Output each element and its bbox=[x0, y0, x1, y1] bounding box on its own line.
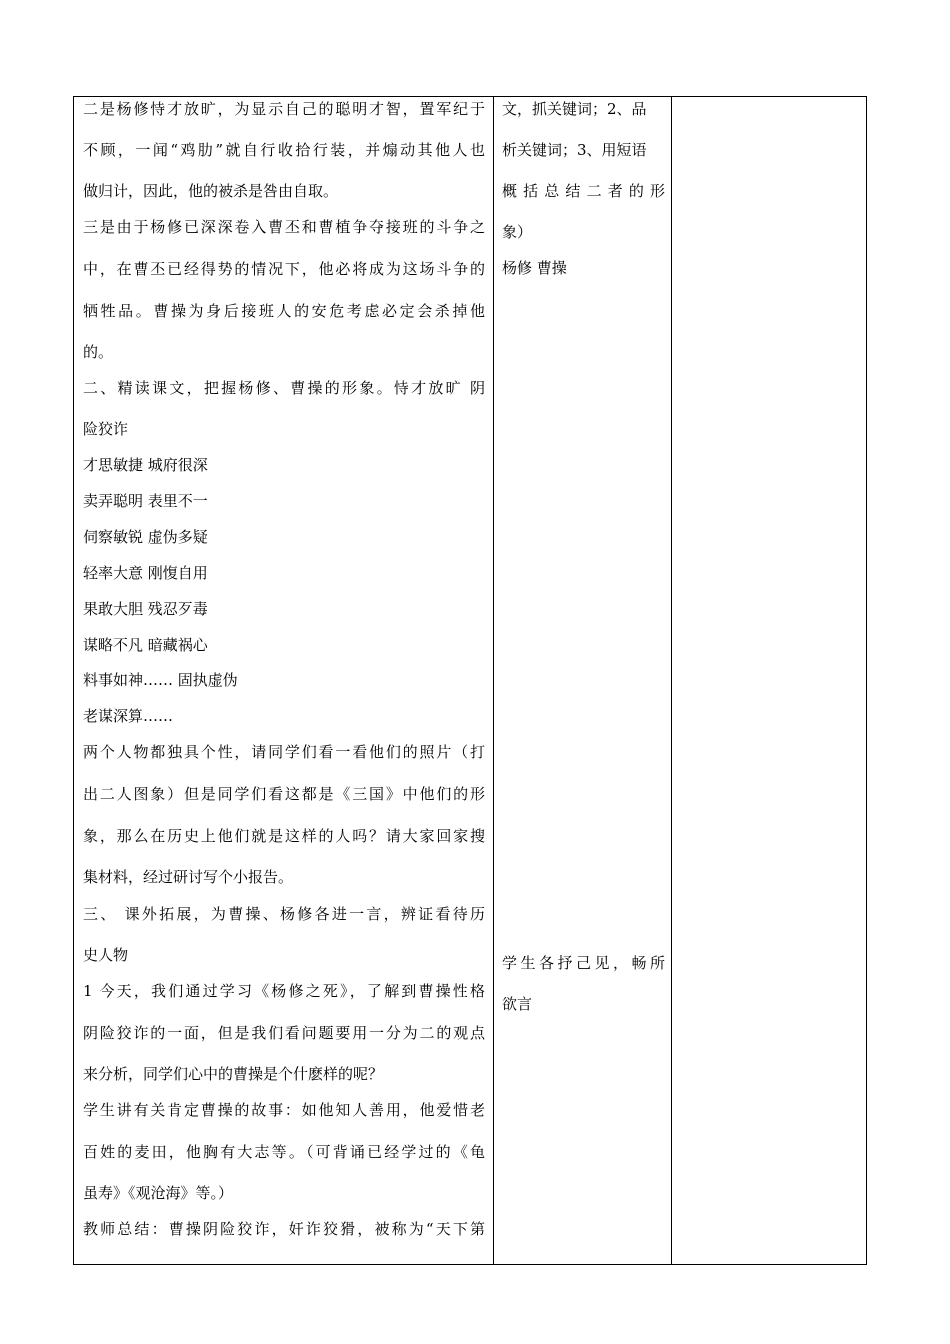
text-line: 险狡诈 bbox=[83, 420, 129, 438]
text-line: 中，在曹丕已经得势的情况下，他必将成为这场斗争的 bbox=[83, 260, 485, 278]
text-line: 才思敏捷 城府很深 bbox=[83, 456, 208, 474]
lesson-plan-table bbox=[73, 96, 867, 1265]
text-line: 概括总结二者的形 bbox=[502, 182, 665, 200]
text-line: 1 今天，我们通过学习《杨修之死》，了解到曹操性格 bbox=[83, 982, 485, 1000]
text-line: 谋略不凡 暗藏祸心 bbox=[83, 636, 208, 654]
text-line: 文，抓关键词；2、品 bbox=[502, 100, 647, 118]
text-line: 集材料，经过研讨写个小报告。 bbox=[83, 868, 294, 886]
text-line: 百姓的麦田，他胸有大志等。（可背诵已经学过的《龟 bbox=[83, 1143, 485, 1161]
text-line: 三、 课外拓展，为曹操、杨修各进一言，辨证看待历 bbox=[83, 905, 485, 923]
text-line: 象，那么在历史上他们就是这样的人吗？请大家回家搜 bbox=[83, 827, 485, 845]
text-line: 出二人图象）但是同学们看这都是《三国》中他们的形 bbox=[83, 785, 485, 803]
text-line: 二是杨修恃才放旷，为显示自己的聪明才智，置军纪于 bbox=[83, 100, 485, 118]
text-line: 果敢大胆 残忍歹毒 bbox=[83, 600, 208, 618]
text-line: 象） bbox=[502, 223, 533, 241]
text-line: 卖弄聪明 表里不一 bbox=[83, 492, 208, 510]
text-line: 析关键词；3、用短语 bbox=[502, 141, 647, 159]
notes-column bbox=[672, 97, 866, 1264]
text-line: 来分析，同学们心中的曹操是个什麽样的呢？ bbox=[83, 1065, 384, 1083]
text-line: 做归计，因此，他的被杀是咎由自取。 bbox=[83, 182, 339, 200]
text-line: 史人物 bbox=[83, 946, 129, 964]
text-line: 的。 bbox=[83, 343, 114, 361]
text-line: 欲言 bbox=[502, 995, 533, 1013]
text-line: 二、精读课文，把握杨修、曹操的形象。恃才放旷 阴 bbox=[83, 379, 485, 397]
text-line: 杨修 曹操 bbox=[502, 259, 567, 277]
text-line: 料事如神…… 固执虚伪 bbox=[83, 671, 238, 689]
text-line: 轻率大意 刚愎自用 bbox=[83, 564, 208, 582]
text-line: 三是由于杨修已深深卷入曹丕和曹植争夺接班的斗争之 bbox=[83, 218, 485, 236]
text-line: 伺察敏锐 虚伪多疑 bbox=[83, 528, 208, 546]
text-line: 学生各抒己见，畅所 bbox=[502, 954, 665, 972]
text-line: 牺牲品。曹操为身后接班人的安危考虑必定会杀掉他 bbox=[83, 302, 485, 320]
text-line: 教师总结：曹操阴险狡诈，奸诈狡猾，被称为“天下第 bbox=[83, 1220, 485, 1238]
text-line: 学生讲有关肯定曹操的故事：如他知人善用，他爱惜老 bbox=[83, 1101, 485, 1119]
student-activity-column bbox=[494, 97, 672, 1264]
text-line: 两个人物都独具个性，请同学们看一看他们的照片（打 bbox=[83, 743, 485, 761]
text-line: 虽寿》《观沧海》等。） bbox=[83, 1184, 234, 1202]
text-line: 阴险狡诈的一面，但是我们看问题要用一分为二的观点 bbox=[83, 1024, 485, 1042]
text-line: 老谋深算…… bbox=[83, 707, 174, 725]
text-line: 不顾，一闻“鸡肋”就自行收拾行装，并煽动其他人也 bbox=[83, 141, 485, 159]
teaching-content-column bbox=[74, 97, 494, 1264]
